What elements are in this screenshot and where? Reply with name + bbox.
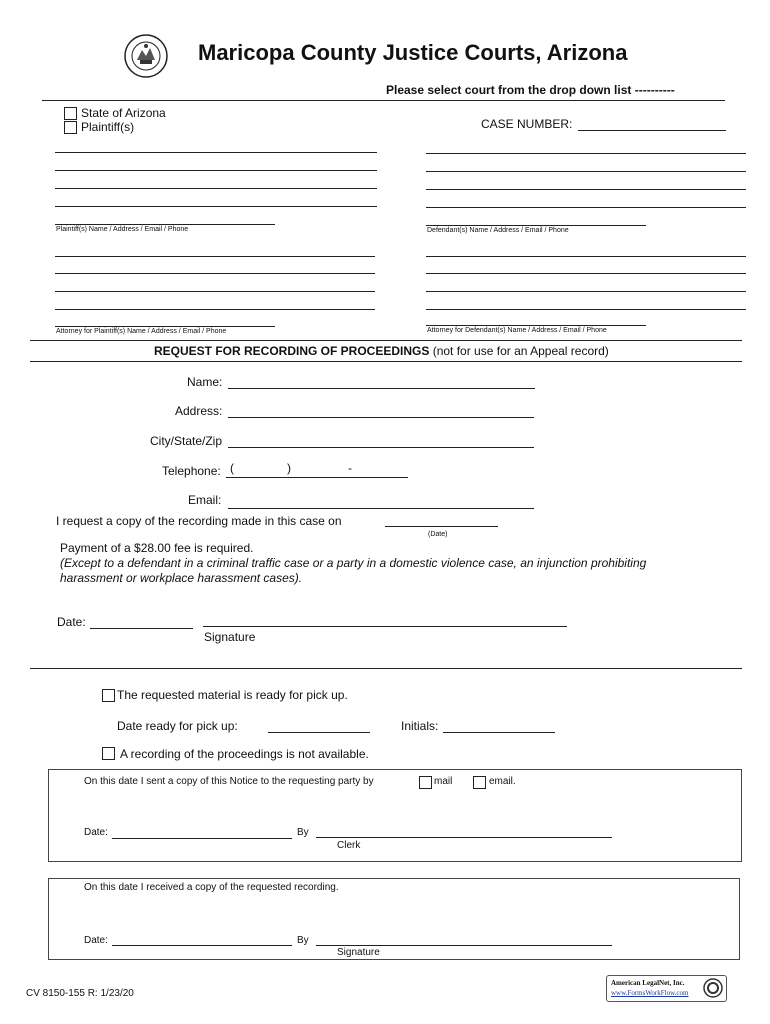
defendant-line-1[interactable] [426,153,746,154]
attorney-defendant-line-3[interactable] [426,291,746,292]
vendor-logo-icon [703,978,723,998]
payment-note: Payment of a $28.00 fee is required. [60,541,254,555]
telephone-close-paren: ) [287,461,291,475]
request-title-note: (not for use for an Appeal record) [432,344,609,358]
request-title-rule [30,361,742,362]
clerk-caption: Clerk [337,840,361,851]
vendor-name: American LegalNet, Inc. [611,979,685,987]
county-seal-logo [124,34,168,78]
defendant-line-3[interactable] [426,189,746,190]
section-rule-bottom [30,668,742,669]
request-signature-caption: Signature [204,630,256,644]
receipt-date-field[interactable] [112,945,292,946]
notice-date-label: Date: [84,827,108,838]
request-date-field[interactable] [90,628,193,629]
ready-for-pickup-checkbox[interactable] [102,689,115,702]
state-of-arizona-checkbox[interactable] [64,107,77,120]
section-rule-top [30,340,742,341]
notice-date-field[interactable] [112,838,292,839]
request-title-bold: REQUEST FOR RECORDING OF PROCEEDINGS [154,344,430,358]
attorney-defendant-line-1[interactable] [426,256,746,257]
attorney-plaintiff-line-3[interactable] [55,291,375,292]
date-ready-label: Date ready for pick up: [117,719,238,733]
state-of-arizona-label: State of Arizona [81,106,166,120]
mail-checkbox[interactable] [419,776,432,789]
attorney-plaintiff-line-4[interactable] [55,309,375,310]
email-checkbox[interactable] [473,776,486,789]
header-rule [42,100,725,101]
request-title [154,344,609,358]
not-available-checkbox[interactable] [102,747,115,760]
page-title: Maricopa County Justice Courts, Arizona [198,40,628,65]
attorney-defendant-line-5[interactable] [426,325,646,326]
telephone-label: Telephone: [162,464,221,478]
receipt-signature-caption: Signature [337,947,380,958]
plaintiff-checkbox[interactable] [64,121,77,134]
receipt-by-label: By [297,935,309,946]
vendor-badge[interactable] [606,975,727,1002]
defendant-caption: Defendant(s) Name / Address / Email / Phone [427,227,569,234]
request-date-label: Date: [57,615,86,629]
name-field[interactable] [228,388,535,389]
plaintiff-line-4[interactable] [55,206,377,207]
attorney-plaintiff-line-5[interactable] [55,326,275,327]
plaintiff-line-3[interactable] [55,188,377,189]
email-field[interactable] [228,508,534,509]
recording-date-caption: (Date) [428,531,448,538]
defendant-line-4[interactable] [426,207,746,208]
attorney-plaintiff-caption: Attorney for Plaintiff(s) Name / Address / Email / Phone [56,328,227,335]
attorney-defendant-line-2[interactable] [426,273,746,274]
name-label: Name: [187,375,223,389]
initials-label: Initials: [401,719,439,733]
attorney-defendant-caption: Attorney for Defendant(s) Name / Address / Email / Phone [427,327,607,334]
request-statement: I request a copy of the recording made in this case on [56,514,342,528]
mail-label: mail [434,776,453,787]
plaintiff-line-2[interactable] [55,170,377,171]
notice-by-label: By [297,827,309,838]
recording-date-field[interactable] [385,526,498,527]
plaintiff-line-1[interactable] [55,152,377,153]
fee-exception-note: (Except to a defendant in a criminal traffic case or a party in a domestic violence case, an injunction prohibiting harassment or workplace harassment cases). [60,556,647,585]
telephone-dash: - [348,461,352,475]
telephone-open-paren: ( [230,461,234,475]
receipt-text: On this date I received a copy of the requested recording. [84,882,339,893]
not-available-label: A recording of the proceedings is not available. [120,747,369,761]
address-label: Address: [175,404,223,418]
receipt-date-label: Date: [84,935,108,946]
city-field[interactable] [228,447,534,448]
ready-for-pickup-label: The requested material is ready for pick up. [117,688,348,702]
attorney-plaintiff-line-1[interactable] [55,256,375,257]
court-select-dropdown[interactable] [386,83,675,97]
city-label: City/State/Zip [150,434,223,448]
vendor-url[interactable]: www.FormsWorkFlow.com [611,989,689,997]
attorney-defendant-line-4[interactable] [426,309,746,310]
request-signature-field[interactable] [203,626,567,627]
case-number-label: CASE NUMBER: [481,117,573,131]
court-select-label: Please select court from the drop down list [386,83,632,97]
address-field[interactable] [228,417,534,418]
plaintiff-line-5[interactable] [55,224,275,225]
defendant-line-2[interactable] [426,171,746,172]
form-id: CV 8150-155 R: 1/23/20 [26,988,134,999]
telephone-field[interactable] [226,477,408,478]
date-ready-field[interactable] [268,732,370,733]
email-option-label: email. [489,776,516,787]
receipt-signature-field[interactable] [316,945,612,946]
clerk-signature-field[interactable] [316,837,612,838]
case-number-field[interactable] [578,130,726,131]
court-select-dashes: ---------- [634,83,675,97]
notice-text: On this date I sent a copy of this Notice to the requesting party by [84,776,374,787]
plaintiff-label: Plaintiff(s) [81,120,135,134]
email-label: Email: [188,493,222,507]
plaintiff-caption: Plaintiff(s) Name / Address / Email / Phone [56,226,189,233]
attorney-plaintiff-line-2[interactable] [55,273,375,274]
defendant-line-5[interactable] [426,225,646,226]
initials-field[interactable] [443,732,555,733]
